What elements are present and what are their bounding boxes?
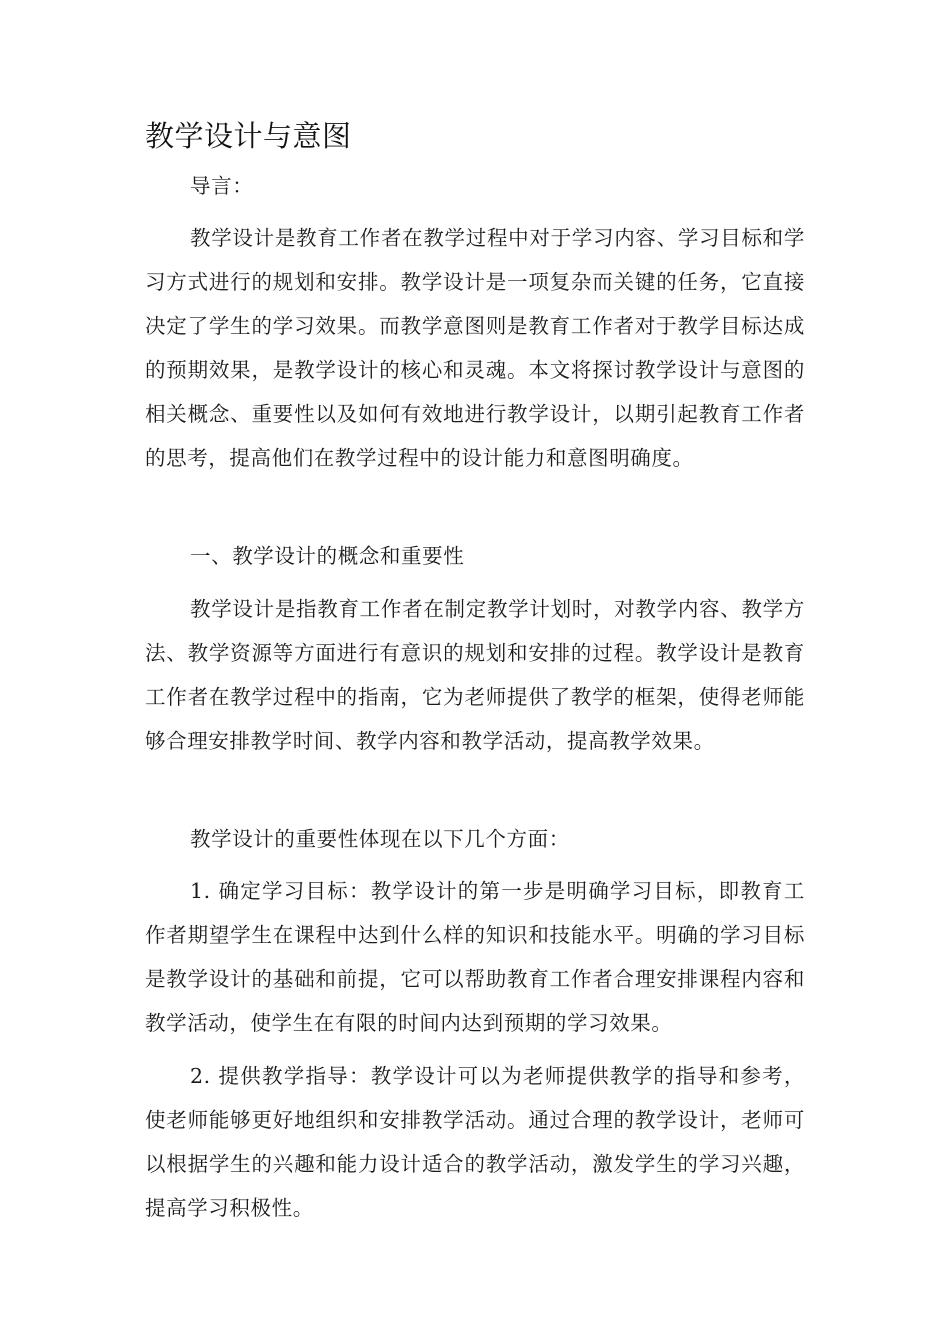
paragraph-concept-body: 教学设计是指教育工作者在制定教学计划时，对教学内容、教学方法、教学资源等方面进行有意识的规划和安排的过程。教学设计是教育工作者在教学过程中的指南，它为老师提供了教学的框架，使得老师能够合理安排教学时间、教学内容和教学活动，提高教学效果。 (145, 597, 805, 753)
list-item-2: 2. 提供教学指导：教学设计可以为老师提供教学的指导和参考，使老师能够更好地组织和安排教学活动。通过合理的教学设计，老师可以根据学生的兴趣和能力设计适合的教学活动，激发学生的学习兴趣，提高学习积极性。 (145, 1064, 805, 1220)
paragraph-intro-body: 教学设计是教育工作者在教学过程中对于学习内容、学习目标和学习方式进行的规划和安排。教学设计是一项复杂而关键的任务，它直接决定了学生的学习效果。而教学意图则是教育工作者对于教学目标达成的预期效果，是教学设计的核心和灵魂。本文将探讨教学设计与意图的相关概念、重要性以及如何有效地进行教学设计，以期引起教育工作者的思考，提高他们在教学过程中的设计能力和意图明确度。 (145, 226, 805, 470)
section-heading-concept: 一、教学设计的概念和重要性 (190, 544, 465, 568)
paragraph-intro-heading: 导言： (190, 174, 254, 198)
list-item-1: 1. 确定学习目标：教学设计的第一步是明确学习目标，即教育工作者期望学生在课程中达到什么样的知识和技能水平。明确的学习目标是教学设计的基础和前提，它可以帮助教育工作者合理安排课程内容和教学活动，使学生在有限的时间内达到预期的学习效果。 (145, 879, 805, 1035)
paragraph-importance-lead: 教学设计的重要性体现在以下几个方面： (190, 827, 570, 851)
document-title: 教学设计与意图 (145, 119, 352, 153)
